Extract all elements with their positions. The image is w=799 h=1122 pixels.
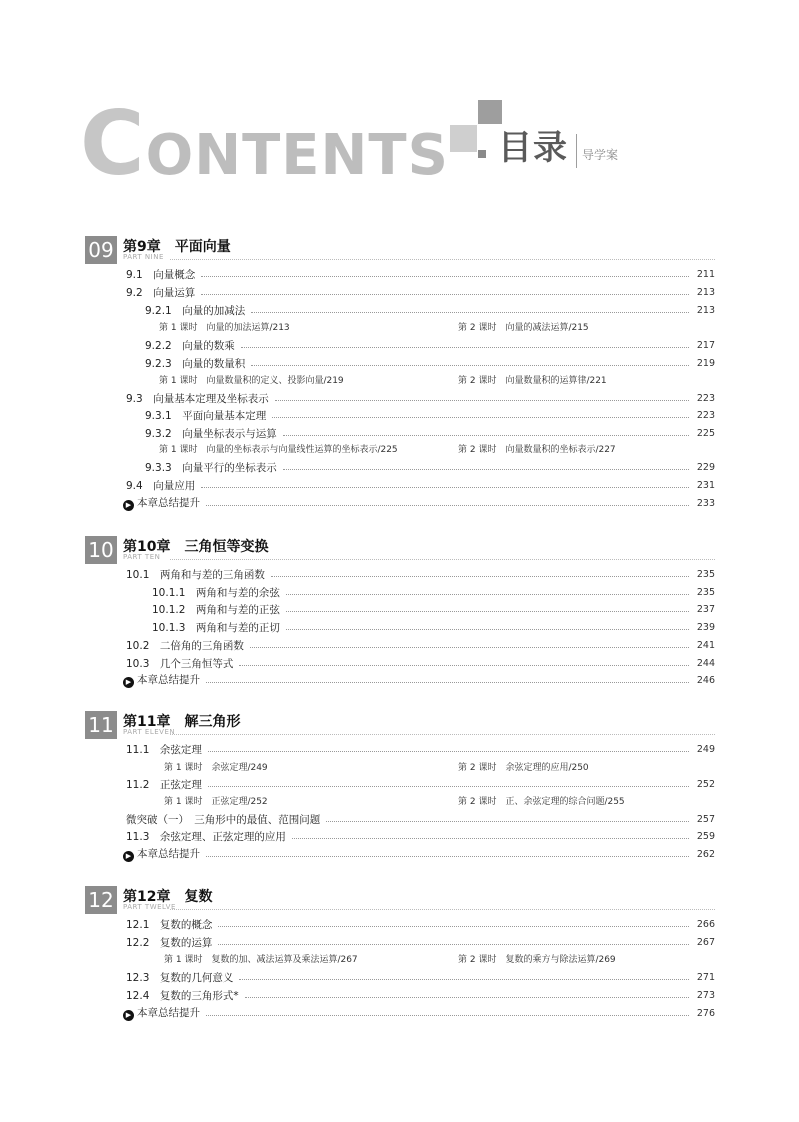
dot-leader (218, 926, 689, 927)
toc-entry-label: 12.4 复数的三角形式* (126, 989, 239, 1002)
toc-entry[interactable] (126, 638, 715, 652)
chapter-summary-entry[interactable] (123, 496, 715, 510)
toc-entry-label: 9.3.3 向量平行的坐标表示 (145, 461, 277, 474)
toc-entry[interactable] (126, 917, 715, 931)
circle-play-icon: ▶ (123, 1010, 134, 1021)
dot-leader (218, 944, 689, 945)
toc-entry-label: 12.2 复数的运算 (126, 936, 213, 949)
chapter-12 (85, 886, 715, 1026)
toc-entry[interactable] (126, 285, 715, 299)
page-number: 273 (696, 989, 715, 1001)
toc-entry-label: 12.1 复数的概念 (126, 918, 213, 931)
toc-entry-label: 9.3 向量基本定理及坐标表示 (126, 392, 269, 405)
toc-entry[interactable] (145, 426, 715, 440)
toc-entry-label: 10.1.3 两角和与差的正切 (152, 621, 280, 634)
toc-entry[interactable] (126, 267, 715, 281)
lesson-entry[interactable]: 第 1 课时 复数的加、减法运算及乘法运算/267 (164, 955, 358, 965)
toc-entry[interactable] (145, 460, 715, 474)
dot-leader (239, 665, 689, 666)
lesson-entry[interactable]: 第 2 课时 正、余弦定理的综合问题/255 (458, 797, 625, 807)
toc-entry-label: 10.1 两角和与差的三角函数 (126, 568, 265, 581)
dot-leader (326, 821, 689, 822)
toc-entry-label: 9.2 向量运算 (126, 286, 196, 299)
toc-entry[interactable] (126, 970, 715, 984)
page-number: 217 (696, 339, 715, 351)
chapter-number: 12 (85, 886, 117, 914)
toc-entry[interactable] (126, 829, 715, 843)
toc-entry-label: 9.1 向量概念 (126, 268, 196, 281)
dot-leader (275, 400, 689, 401)
lesson-entry[interactable]: 第 1 课时 向量的坐标表示与向量线性运算的坐标表示/225 (159, 445, 398, 455)
page-header (0, 0, 799, 200)
lesson-entry[interactable]: 第 2 课时 向量的减法运算/215 (458, 323, 589, 333)
toc-entry[interactable] (145, 408, 715, 422)
page-number: 267 (696, 936, 715, 948)
contents-initial: C (80, 92, 146, 195)
page-number: 257 (696, 813, 715, 825)
page-number: 231 (696, 479, 715, 491)
dot-leader (250, 647, 689, 648)
dot-leader (292, 838, 689, 839)
toc-entry-label: 10.2 二倍角的三角函数 (126, 639, 244, 652)
chapter-part: PART ELEVEN (123, 728, 176, 736)
dot-leader (208, 786, 689, 787)
toc-entry-label: 微突破（一） 三角形中的最值、范围问题 (126, 813, 321, 826)
toc-entry-label: 本章总结提升 (137, 674, 200, 686)
chapter-number: 10 (85, 536, 117, 564)
decor-square (478, 100, 502, 124)
page-number: 271 (696, 971, 715, 983)
page-number: 225 (696, 427, 715, 439)
chapter-title: 第9章 平面向量 (123, 239, 231, 255)
dot-leader (245, 997, 689, 998)
page-number: 213 (696, 304, 715, 316)
page-number: 235 (696, 586, 715, 598)
dot-leader (206, 856, 689, 857)
toc-entry[interactable] (145, 303, 715, 317)
page-number: 237 (696, 603, 715, 615)
lesson-entry[interactable]: 第 2 课时 向量数量积的坐标表示/227 (458, 445, 616, 455)
page-number: 213 (696, 286, 715, 298)
chapter-number: 11 (85, 711, 117, 739)
page-number: 266 (696, 918, 715, 930)
toc-entry-label: 9.3.1 平面向量基本定理 (145, 409, 267, 422)
dot-leader (208, 751, 689, 752)
chapter-summary-entry[interactable] (123, 673, 715, 687)
toc-entry-label: 9.2.2 向量的数乘 (145, 339, 235, 352)
toc-entry-label: 9.3.2 向量坐标表示与运算 (145, 427, 277, 440)
lesson-entry[interactable]: 第 2 课时 余弦定理的应用/250 (458, 763, 589, 773)
page-number: 262 (696, 848, 715, 860)
chapter-part: PART NINE (123, 253, 164, 261)
chapter-title: 第10章 三角恒等变换 (123, 539, 269, 555)
dot-leader (251, 365, 689, 366)
chapter-11 (85, 711, 715, 871)
page-title: 目录 (498, 128, 568, 168)
page-number: 246 (696, 674, 715, 686)
toc-entry-label: 11.2 正弦定理 (126, 778, 202, 791)
toc-entry[interactable] (126, 567, 715, 581)
page-number: 241 (696, 639, 715, 651)
lesson-entry[interactable]: 第 1 课时 向量的加法运算/213 (159, 323, 290, 333)
chapter-summary-entry[interactable] (123, 1006, 715, 1020)
toc-entry[interactable] (126, 656, 715, 670)
dot-leader (251, 312, 689, 313)
page-number: 233 (696, 497, 715, 509)
divider (576, 134, 577, 168)
lesson-entry[interactable]: 第 2 课时 复数的乘方与除法运算/269 (458, 955, 616, 965)
toc-entry[interactable] (126, 742, 715, 756)
page-number: 223 (696, 409, 715, 421)
toc-entry-label: 10.1.2 两角和与差的正弦 (152, 603, 280, 616)
divider (170, 259, 715, 260)
dot-leader (206, 1015, 689, 1016)
toc-entry-label: 本章总结提升 (137, 848, 200, 860)
contents-rest: ONTENTS (145, 123, 449, 188)
toc-entry[interactable] (126, 812, 715, 826)
dot-leader (206, 682, 689, 683)
decor-square (478, 150, 486, 158)
dot-leader (286, 594, 689, 595)
page-number: 219 (696, 357, 715, 369)
page-number: 211 (696, 268, 715, 280)
lesson-entry[interactable]: 第 2 课时 向量数量积的运算律/221 (458, 376, 607, 386)
toc-entry-label: 9.2.3 向量的数量积 (145, 357, 246, 370)
toc-entry-label: 本章总结提升 (137, 1007, 200, 1019)
page-number: 235 (696, 568, 715, 580)
divider (170, 559, 715, 560)
chapter-title: 第12章 复数 (123, 889, 213, 905)
toc-entry-label: 11.1 余弦定理 (126, 743, 202, 756)
toc-entry-label: 10.1.1 两角和与差的余弦 (152, 586, 280, 599)
dot-leader (241, 347, 689, 348)
page-number: 259 (696, 830, 715, 842)
toc-entry[interactable] (126, 478, 715, 492)
dot-leader (201, 276, 689, 277)
page-number: 252 (696, 778, 715, 790)
toc-entry[interactable] (126, 777, 715, 791)
circle-play-icon: ▶ (123, 677, 134, 688)
dot-leader (272, 417, 689, 418)
toc-entry[interactable] (152, 585, 715, 599)
page-subtitle: 导学案 (582, 148, 619, 162)
divider (170, 909, 715, 910)
toc-entry[interactable] (126, 988, 715, 1002)
dot-leader (283, 435, 689, 436)
dot-leader (201, 487, 689, 488)
toc-entry-label: 本章总结提升 (137, 497, 200, 509)
lesson-entry[interactable]: 第 1 课时 余弦定理/249 (164, 763, 268, 773)
toc-entry[interactable] (152, 602, 715, 616)
toc-entry-label: 12.3 复数的几何意义 (126, 971, 234, 984)
chapter-part: PART TWELVE (123, 903, 176, 911)
lesson-entry[interactable]: 第 1 课时 向量数量积的定义、投影向量/219 (159, 376, 344, 386)
page-number: 239 (696, 621, 715, 633)
page-number: 229 (696, 461, 715, 473)
toc-entry-label: 9.2.1 向量的加减法 (145, 304, 246, 317)
dot-leader (271, 576, 689, 577)
dot-leader (201, 294, 689, 295)
chapter-10 (85, 536, 715, 696)
page-number: 223 (696, 392, 715, 404)
toc-entry[interactable] (126, 391, 715, 405)
page-number: 276 (696, 1007, 715, 1019)
contents-heading (80, 92, 449, 195)
divider (170, 734, 715, 735)
lesson-entry[interactable]: 第 1 课时 正弦定理/252 (164, 797, 268, 807)
chapter-9 (85, 236, 715, 516)
toc-entry[interactable] (152, 620, 715, 634)
dot-leader (286, 629, 689, 630)
chapter-part: PART TEN (123, 553, 161, 561)
page-number: 249 (696, 743, 715, 755)
toc-entry[interactable] (145, 338, 715, 352)
circle-play-icon: ▶ (123, 500, 134, 511)
dot-leader (286, 611, 689, 612)
toc-entry-label: 9.4 向量应用 (126, 479, 196, 492)
toc-entry-label: 11.3 余弦定理、正弦定理的应用 (126, 830, 286, 843)
dot-leader (283, 469, 689, 470)
dot-leader (239, 979, 689, 980)
page-number: 244 (696, 657, 715, 669)
toc-entry-label: 10.3 几个三角恒等式 (126, 657, 234, 670)
chapter-summary-entry[interactable] (123, 847, 715, 861)
toc-entry[interactable] (126, 935, 715, 949)
decor-square (450, 125, 477, 152)
circle-play-icon: ▶ (123, 851, 134, 862)
dot-leader (206, 505, 689, 506)
chapter-number: 09 (85, 236, 117, 264)
chapter-title: 第11章 解三角形 (123, 714, 241, 730)
toc-entry[interactable] (145, 356, 715, 370)
